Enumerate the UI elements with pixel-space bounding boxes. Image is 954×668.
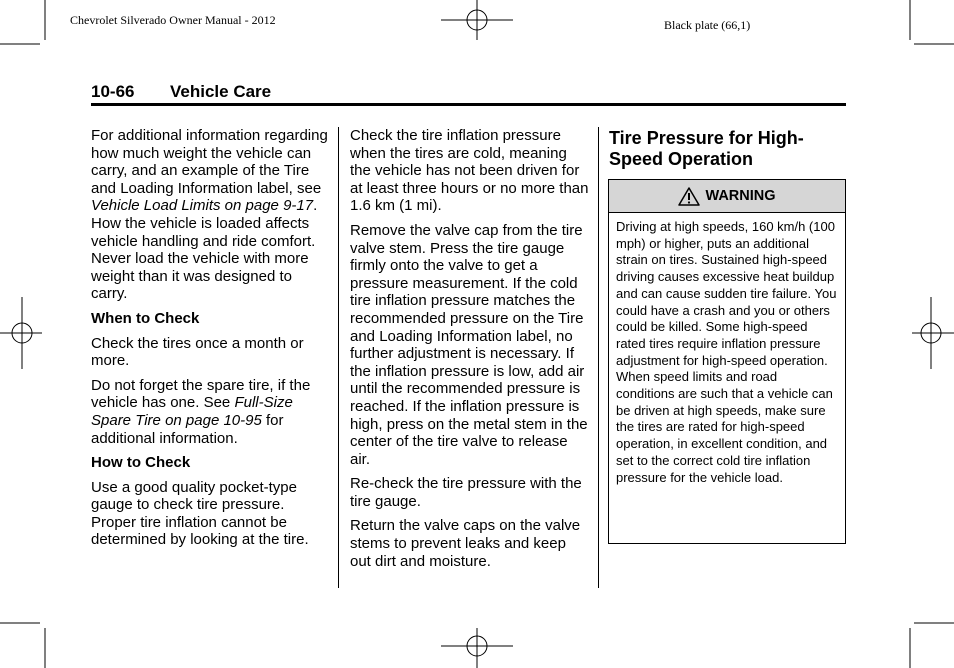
paragraph-return-caps: Return the valve caps on the valve stems to prevent leaks and keep out dirt and moisture. bbox=[350, 517, 581, 570]
paragraph-monthly-check: Check the tires once a month or more. bbox=[91, 334, 304, 370]
column-divider bbox=[338, 127, 339, 588]
page-number: 10-66 bbox=[91, 82, 135, 101]
subheading-when-to-check: When to Check bbox=[91, 309, 200, 327]
print-slug-title: Chevrolet Silverado Owner Manual - 2012 bbox=[70, 13, 276, 27]
warning-text: Driving at high speeds, 160 km/h (100 mph) or higher, puts an additional strain on tires. Sustained high-speed driving causes excessive heat buildup and can cause sudden tire failure. You could have a crash and you or others could be killed. Some high-speed rated tires require inflation pressure adjustment for high-speed operation. When speed limits and road conditions are such that a vehicle can be driven at high speeds, make sure the tires are rated for high-speed operation, in excellent condition, and set to the correct cold tire inflation pressure for the vehicle load. bbox=[616, 219, 837, 485]
paragraph-spare-tire: Do not forget the spare tire, if the vehicle has one. See Full-Size Spare Tire on page 10-95 for additional information. bbox=[91, 376, 311, 447]
column-2 bbox=[350, 127, 590, 577]
warning-triangle-icon bbox=[678, 187, 700, 206]
section-title: Vehicle Care bbox=[170, 82, 272, 101]
paragraph-load-info: For additional information regarding how much weight the vehicle can carry, and an example of the Tire and Loading Information label, see Vehicle Load Limits on page 9-17. How the vehicle is loaded affects vehicle handling and ride comfort. Never load the vehicle with more weight than it was designed to carry. bbox=[91, 127, 328, 303]
cross-reference-link[interactable]: Full-Size Spare Tire on page 10-95 bbox=[91, 394, 293, 429]
page-header bbox=[91, 82, 846, 106]
subheading-how-to-check: How to Check bbox=[91, 454, 191, 472]
paragraph-gauge: Use a good quality pocket-type gauge to check tire pressure. Proper tire inflation cannot be determined by looking at the tire. bbox=[91, 478, 309, 549]
column-1 bbox=[91, 127, 331, 556]
print-slug-plate: Black plate (66,1) bbox=[664, 18, 751, 32]
section-heading: Tire Pressure for High-Speed Operation bbox=[609, 128, 804, 169]
warning-header bbox=[609, 180, 845, 213]
paragraph-cold-tires: Check the tire inflation pressure when the tires are cold, meaning the vehicle has not been driven for at least three hours or no more than 1.6 km (1 mi). bbox=[350, 127, 589, 215]
cross-reference-link[interactable]: Vehicle Load Limits on page 9-17 bbox=[91, 197, 314, 215]
column-divider bbox=[598, 127, 599, 588]
warning-box bbox=[608, 179, 846, 544]
paragraph-valve-cap: Remove the valve cap from the tire valve stem. Press the tire gauge firmly onto the valve to get a pressure measurement. If the cold tire inflation pressure matches the recommended pressure on the Tire and Loading Information label, no further adjustment is necessary. If the inflation pressure is low, add air until the recommended pressure is reached. If the inflation pressure is high, press on the metal stem in the center of the tire valve to release air. bbox=[350, 221, 588, 468]
paragraph-recheck: Re-check the tire pressure with the tire gauge. bbox=[350, 475, 582, 510]
warning-label: WARNING bbox=[705, 188, 776, 204]
